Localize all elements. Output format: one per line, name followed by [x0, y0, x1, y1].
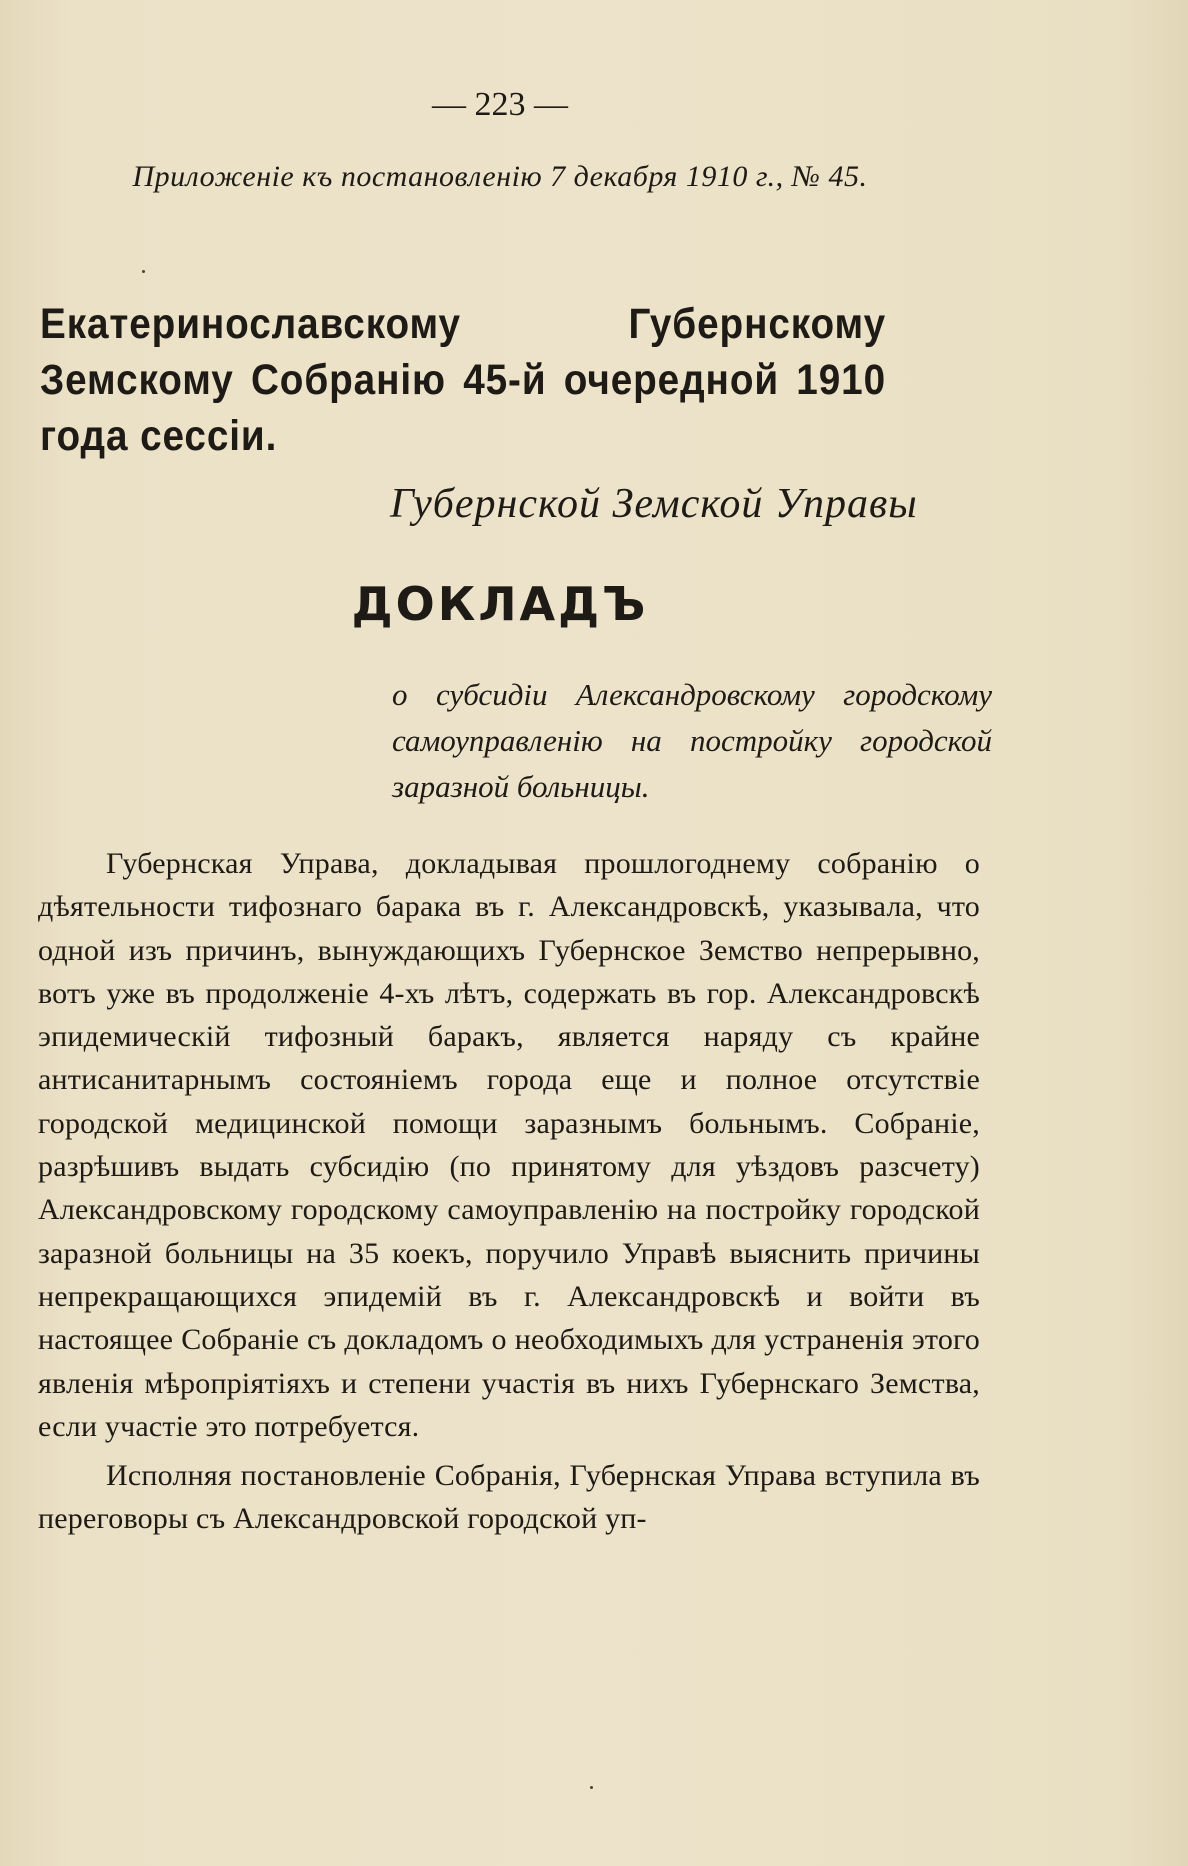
address-heading: Екатеринославскому Губернскому Земскому Собранію 45-й очередной 1910 года сессіи.	[40, 300, 886, 460]
ink-speck	[142, 270, 145, 273]
paragraph: Исполняя постановленіе Собранія, Губернская Управа вступила въ переговоры съ Александровской городской уп-	[38, 1459, 980, 1536]
from-line: Губернской Земской Управы	[390, 481, 918, 527]
paragraph: Губернская Управа, докладывая прошлогоднему собранію о дѣятельности тифознаго барака въ г. Александровскѣ, указывала, что одной изъ причинъ, вынуждающихъ Губернское Земство непрерывно, вотъ уже въ продолженіе 4-хъ лѣтъ, содержать въ гор. Александровскѣ эпидемическій тифозный баракъ, является наряду съ крайне антисанитарнымъ состояніемъ города еще и полное отсутствіе городской медицинской помощи заразнымъ больнымъ. Собраніе, разрѣшивъ выдать субсидію (по принятому для уѣздовъ разсчету) Александровскому городскому самоуправленію на постройку городской заразной больницы на 35 коекъ, поручило Управѣ выяснить причины непрекращающихся эпидемій въ г. Александровскѣ и войти въ настоящее Собраніе съ докладомъ о необходимыхъ для устраненія этого явленія мѣропріятіяхъ и степени участія въ нихъ Губернскаго Земства, если участіе это потребуется.	[38, 847, 980, 1443]
page-number: — 223 —	[432, 86, 568, 123]
ink-speck	[590, 1786, 593, 1789]
body-text	[38, 842, 980, 1541]
report-title: ДОКЛАДЪ	[351, 577, 649, 631]
appendix-line: Приложеніе къ постановленію 7 декабря 1910 г., № 45.	[132, 160, 868, 193]
report-subject: о субсидіи Александровскому городскому самоуправленію на постройку городской заразной больницы.	[392, 677, 992, 804]
